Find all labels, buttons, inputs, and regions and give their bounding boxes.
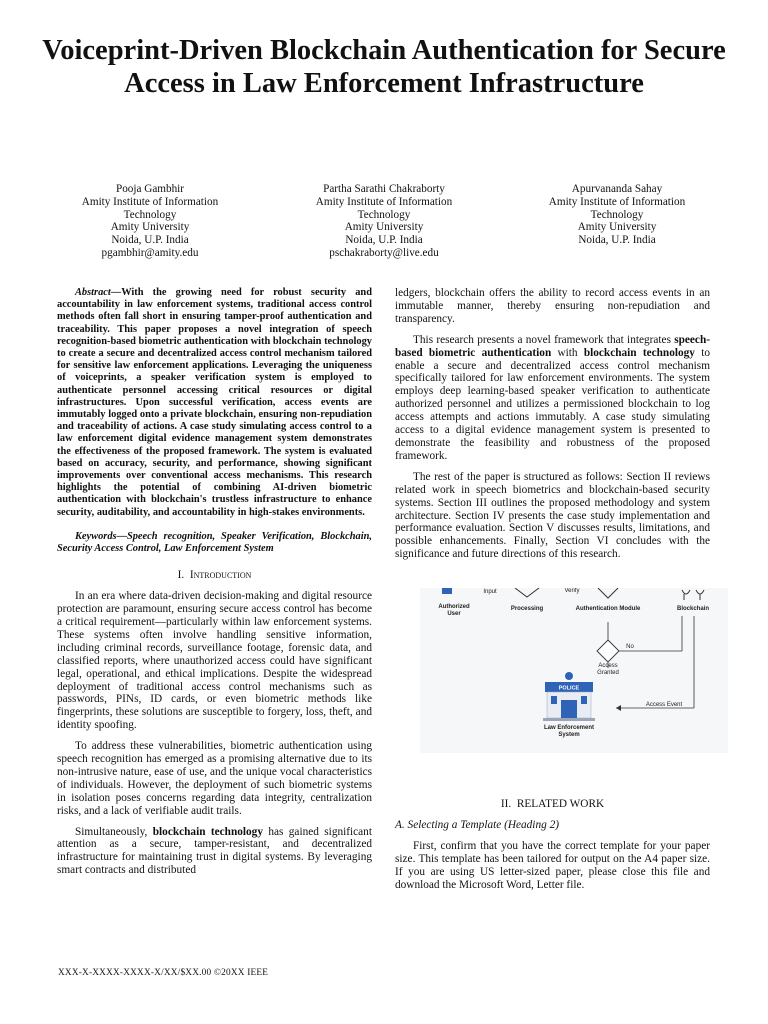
author-block-3: [537, 183, 697, 247]
building-door: [561, 700, 577, 718]
author-university: Amity University: [577, 221, 657, 234]
section-title: Introduction: [189, 569, 252, 582]
author-affiliation: Amity Institute of Information Technology: [548, 195, 686, 221]
label-text: Law Enforcement: [543, 725, 595, 731]
keywords: Keywords—Speech recognition, Speaker Verification, Blockchain, Security Access Control, Law Enforcement System: [57, 530, 372, 555]
right-paragraph-3: The rest of the paper is structured as follows: Section II reviews related work in speech biometrics and blockchain-based security systems. Section III outlines the proposed methodology and system architecture. Section IV presents the case study implementation and performance evaluation. Section V discusses results, limitations, and possible enhancements. Finally, Section VI concludes with the significance and future directions of this research.: [395, 470, 710, 561]
bold-term: blockchain technology: [152, 825, 263, 838]
abstract: [57, 287, 372, 519]
label-blockchain: Blockchain: [676, 606, 710, 612]
subsection-heading: A. Selecting a Template (Heading 2): [395, 818, 559, 831]
author-name: Partha Sarathi Chakraborty: [323, 183, 445, 195]
right-column: [395, 287, 710, 569]
right-paragraph-1: ledgers, blockchain offers the ability to record access events in an immutable manner, thereby ensuring non-repudiation and transparency.: [395, 287, 710, 325]
author-location: Noida, U.P. India: [111, 234, 189, 247]
bold-term: speech-based biometric authentication: [395, 333, 710, 359]
intro-paragraph-2: To address these vulnerabilities, biometric authentication using speech recognition has emerged as a promising alternative due to its non-intrusive nature, ease of use, and the unique vocal characteristics of individuals. However, the deployment of such biometric systems in isolation poses concerns regarding data integrity, centralization risks, and a lack of verifiable audit trails.: [57, 740, 372, 817]
text-run: Simultaneously,: [75, 825, 153, 838]
user-icon: [442, 588, 452, 594]
abstract-label: Abstract—: [75, 287, 122, 298]
paper-title: Voiceprint-Driven Blockchain Authentication for Secure Access in Law Enforcement Infrastructure: [42, 35, 726, 99]
label-authentication-module: Authentication Module: [575, 606, 641, 612]
author-university: Amity University: [344, 221, 424, 234]
author-university: Amity University: [110, 221, 190, 234]
label-no: No: [626, 644, 634, 650]
intro-paragraph-1: In an era where data-driven decision-making and digital resource protection are paramount, ensuring secure access control has become a critical requirement—particularly within law enforcement systems. These systems often involve handling sensitive information, including criminal records, surveillance footage, forensic data, and classified reports, where unauthorized access could have significant legal, operational, and ethical implications. Despite the widespread deployment of traditional access control mechanisms such as passwords, PINs, ID cards, or even biometric methods like fingerprints, these solutions are susceptible to forgery, loss, theft, and identity spoofing.: [57, 590, 372, 732]
bold-term: blockchain technology: [583, 346, 695, 359]
text-run: to enable a secure and decentralized access control mechanism specifically tailored for law enforcement environments. The system employs deep learning-based speaker verification to authenticate authorized personnel and utilizes a permissioned blockchain to log access attempts and actions immutably. A case study simulating access to a digital evidence management system is presented to demonstrate the feasibility and robustness of the proposed framework.: [395, 346, 710, 462]
author-email: pschakraborty@live.edu: [329, 246, 439, 259]
label-text: Access: [598, 663, 618, 669]
label-text: Authorized: [438, 604, 470, 610]
label-text-line-2: System: [558, 732, 580, 738]
label-law-enforcement-system: [544, 725, 594, 738]
label-access-event: Access Event: [645, 702, 683, 708]
architecture-figure: [420, 588, 728, 753]
section-title: RELATED WORK: [516, 798, 605, 810]
blockchain-icon: [682, 590, 704, 600]
architecture-diagram: [420, 588, 728, 753]
author-block-2: [304, 183, 464, 260]
author-email: pgambhir@amity.edu: [101, 246, 199, 259]
building-window: [581, 696, 587, 704]
text-run: has gained significant attention as a secure, tamper-resistant, and decentralized infrastructure for maintaining trust in digital systems. By leveraging smart contracts and distributed: [57, 825, 372, 877]
processing-icon: [515, 588, 539, 597]
decision-diamond: [597, 640, 619, 662]
author-name: Apurvananda Sahay: [571, 183, 663, 195]
author-affiliation: Amity Institute of Information Technology: [315, 195, 453, 221]
intro-paragraph-3: [57, 826, 372, 878]
label-processing: Processing: [510, 606, 544, 612]
label-authorized-user: [438, 604, 470, 617]
section-numeral: II.: [500, 798, 512, 810]
left-column: [57, 287, 372, 885]
footer-copyright: XXX-X-XXXX-XXXX-X/XX/$XX.00 ©20XX IEEE: [58, 968, 269, 978]
text-run: with: [551, 346, 584, 359]
arrow-head: [616, 705, 621, 711]
label-input: Input: [483, 589, 497, 595]
police-badge-icon: [565, 672, 573, 680]
auth-module-icon: [598, 588, 618, 598]
abstract-text: With the growing need for robust security and accountability in law enforcement systems, traditional access control methods often fall short in ensuring tamper-proof authentication and traceability. This paper proposes a novel integration of speech recognition-based biometric authentication with blockchain technology to create a secure and decentralized access control mechanism tailored for sensitive law enforcement applications. Leveraging the uniqueness of voiceprints, a speaker verification system is employed to authenticate personnel accessing critical resources or digital infrastructures. Upon successful verification, access events are immutably logged onto a private blockchain, ensuring non-repudiation and traceability of actions. A case study simulating access control to a law enforcement digital evidence management system demonstrates the effectiveness of the proposed framework. The system is evaluated based on accuracy, security, and performance, showing significant improvements over conventional access mechanisms. This research highlights the potential of combining AI-driven biometric authentication with blockchain's trustless infrastructure to enhance security, auditability, and accountability in high-stakes environments.: [57, 287, 372, 518]
author-block-1: [70, 183, 230, 260]
right-column-bottom: [395, 798, 710, 899]
label-text-line-2: Granted: [597, 670, 619, 676]
label-text-line-2: User: [447, 611, 461, 617]
section-heading-introduction: [57, 569, 372, 582]
police-sign-text: POLICE: [558, 685, 580, 692]
text-run: This research presents a novel framework that integrates: [413, 333, 675, 346]
section-heading-related-work: [395, 798, 710, 811]
right-paragraph-2: [395, 334, 710, 463]
related-work-paragraph-1: First, confirm that you have the correct template for your paper size. This template has been tailored for output on the A4 paper size. If you are using US letter-sized paper, please close this file and download the Microsoft Word, Letter file.: [395, 839, 710, 891]
label-verify: Verify: [564, 588, 580, 594]
label-access: [597, 663, 619, 676]
author-location: Noida, U.P. India: [345, 234, 423, 247]
author-affiliation: Amity Institute of Information Technology: [81, 195, 219, 221]
building-window: [551, 696, 557, 704]
building-base: [543, 718, 595, 721]
author-location: Noida, U.P. India: [578, 234, 656, 247]
author-name: Pooja Gambhir: [115, 183, 185, 195]
section-numeral: I.: [177, 569, 185, 582]
